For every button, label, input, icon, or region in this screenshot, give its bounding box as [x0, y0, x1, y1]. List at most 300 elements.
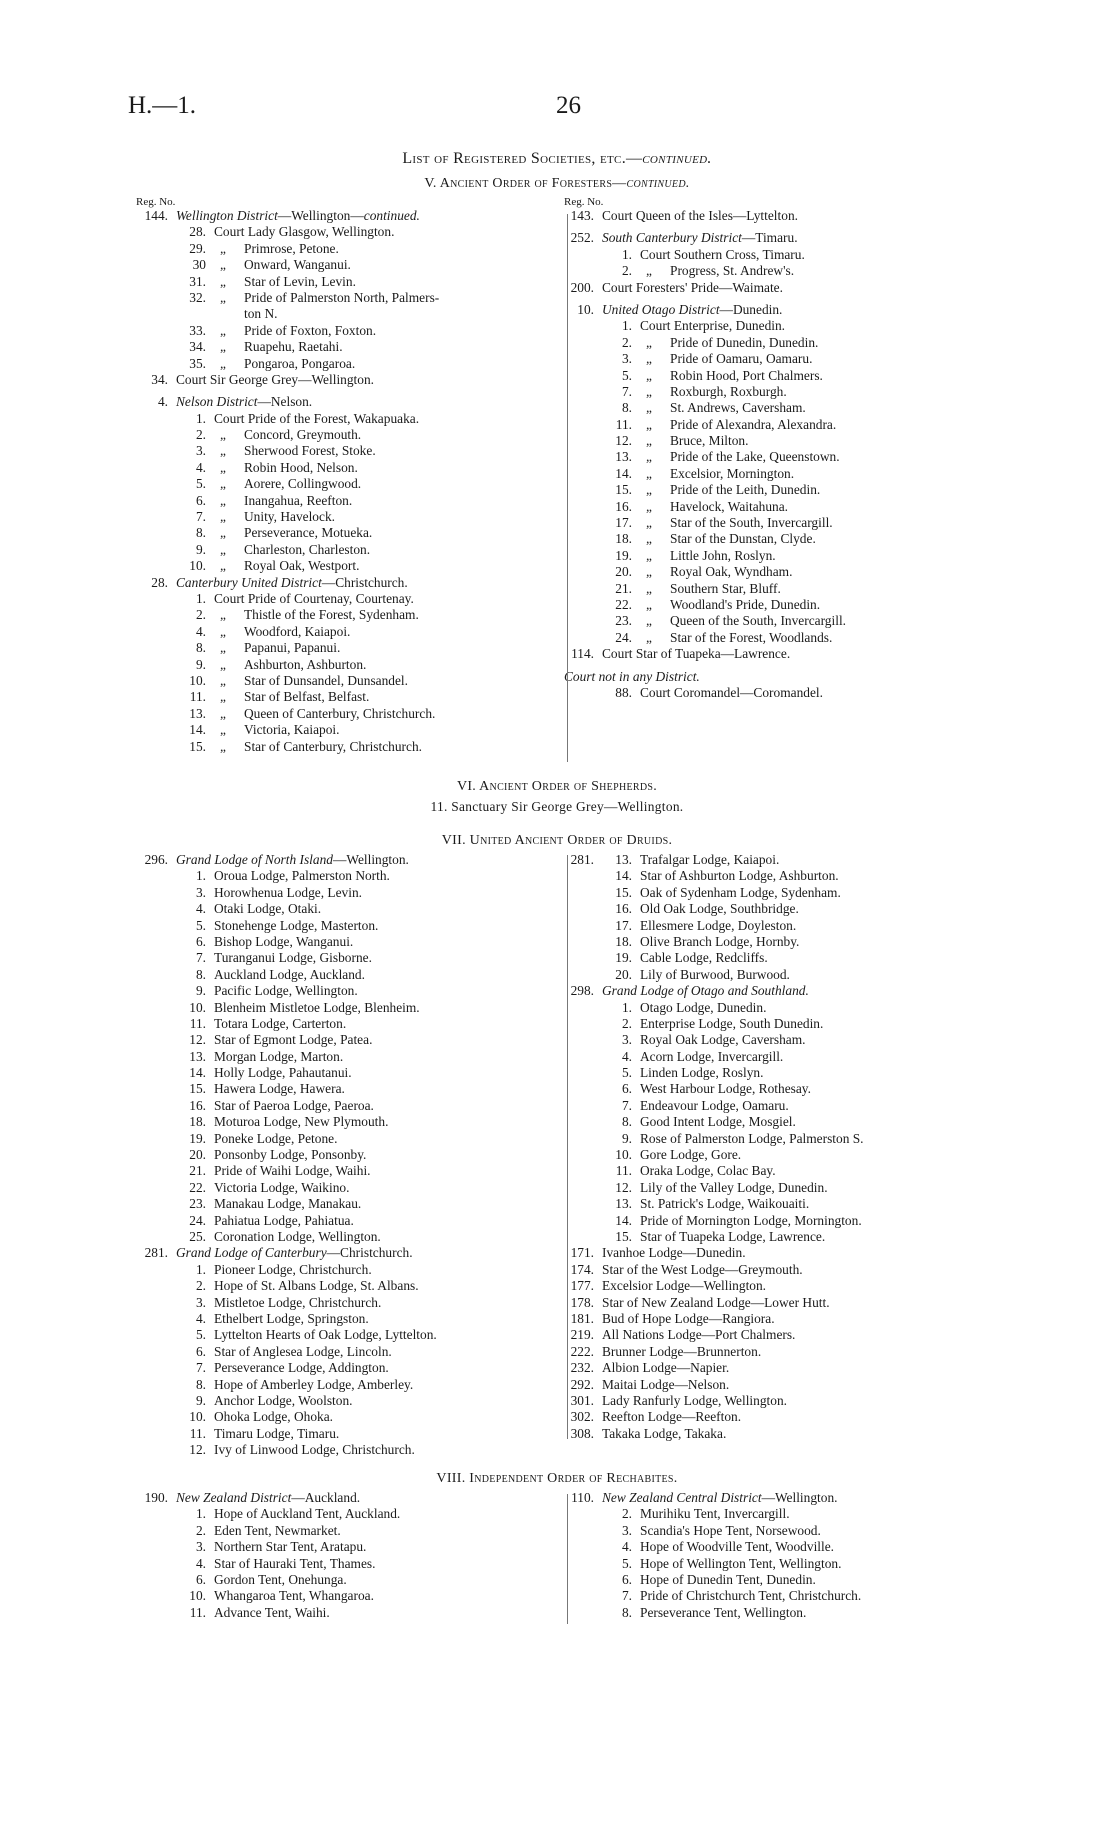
list-item	[564, 1262, 1004, 1278]
item-number: 10.	[189, 1409, 206, 1425]
entry-name: Trafalgar Lodge, Kaiapoi.	[640, 852, 780, 867]
entry-name: Roxburgh, Roxburgh.	[670, 383, 787, 399]
item-number: 7.	[621, 1097, 632, 1113]
list-item	[136, 918, 566, 934]
item-number: 8.	[195, 1376, 206, 1392]
druids-right-column	[564, 852, 1004, 1442]
list-item	[564, 1131, 1004, 1147]
item-number: 19.	[615, 950, 632, 966]
list-item	[136, 1213, 566, 1229]
entry-name: Endeavour Lodge, Oamaru.	[640, 1097, 789, 1113]
list-item	[564, 1490, 1004, 1506]
ditto-mark: „	[220, 476, 226, 492]
item-number: 12.	[189, 1442, 206, 1458]
list-item	[136, 1327, 566, 1343]
item-number: 10.	[189, 1588, 206, 1604]
item-number: 5.	[195, 1327, 206, 1343]
list-item	[136, 1311, 566, 1327]
entry-name: Cable Lodge, Redcliffs.	[640, 950, 768, 966]
list-item	[136, 1360, 566, 1376]
item-number: 23.	[615, 613, 632, 629]
section-title-rechabites: VIII. Independent Order of Rechabites.	[436, 1471, 678, 1486]
item-number: 9.	[195, 1392, 206, 1408]
item-number: 25.	[189, 1228, 206, 1244]
list-item	[564, 1065, 1004, 1081]
entry-name: Star of Paeroa Lodge, Paeroa.	[214, 1097, 374, 1113]
item-number: 4.	[195, 901, 206, 917]
column-divider	[567, 1494, 568, 1624]
item-number: 18.	[615, 531, 632, 547]
entry-name: Inangahua, Reefton.	[244, 492, 353, 508]
entry-name: Turanganui Lodge, Gisborne.	[214, 950, 372, 966]
list-item	[564, 1360, 1004, 1376]
item-number: 19.	[189, 1130, 206, 1146]
entry-name: Pride of the Lake, Queenstown.	[670, 449, 840, 465]
list-item	[564, 685, 1004, 701]
list-item	[136, 411, 566, 427]
ditto-mark: „	[220, 607, 226, 623]
ditto-mark: „	[646, 367, 652, 383]
item-number: 88.	[615, 684, 632, 700]
list-item	[564, 499, 1004, 515]
entry-name: Perseverance Tent, Wellington.	[640, 1604, 807, 1620]
list-item	[136, 274, 566, 290]
item-number: 14.	[189, 722, 206, 738]
list-item	[136, 323, 566, 339]
ditto-mark: „	[220, 705, 226, 721]
item-number: 11.	[189, 1425, 206, 1441]
entry-name: Star of the Dunstan, Clyde.	[670, 531, 816, 547]
list-item	[564, 417, 1004, 433]
district-location: —Auckland.	[291, 1490, 361, 1505]
entry-name: Queen of the South, Invercargill.	[670, 613, 847, 629]
ditto-mark: „	[646, 449, 652, 465]
entry-name: Excelsior Lodge—Wellington.	[602, 1278, 767, 1294]
list-item	[136, 1506, 566, 1522]
list-item	[136, 241, 566, 257]
entry-name: Manakau Lodge, Manakau.	[214, 1196, 362, 1212]
reg-number: 10.	[577, 301, 594, 317]
reg-number: 171.	[570, 1245, 594, 1261]
reg-number: 281.	[570, 852, 594, 867]
ditto-mark: „	[646, 433, 652, 449]
shepherds-entry: 11. Sanctuary Sir George Grey—Wellington.	[430, 799, 684, 814]
entry-name: Court Pride of Courtenay, Courtenay.	[214, 590, 414, 606]
list-item	[564, 1506, 1004, 1522]
reg-number: 252.	[570, 230, 594, 246]
ditto-mark: „	[646, 465, 652, 481]
item-number: 16.	[615, 901, 632, 917]
item-number: 5.	[621, 1065, 632, 1081]
item-number: 2.	[195, 1522, 206, 1538]
list-item	[136, 1114, 566, 1130]
ditto-mark: „	[646, 482, 652, 498]
item-number: 8.	[195, 966, 206, 982]
list-item	[564, 1556, 1004, 1572]
ditto-mark: „	[220, 443, 226, 459]
district-title: Court not in any District.	[564, 668, 700, 684]
item-number: 4.	[195, 1555, 206, 1571]
ditto-mark: „	[646, 383, 652, 399]
list-item	[564, 449, 1004, 465]
item-number: 10.	[189, 558, 206, 574]
reg-number: 292.	[570, 1376, 594, 1392]
item-number: 31.	[189, 273, 206, 289]
item-number: 1.	[195, 868, 206, 884]
item-number: 3.	[195, 443, 206, 459]
item-number: 4.	[621, 1539, 632, 1555]
item-number: 20.	[615, 966, 632, 982]
entry-name: Queen of Canterbury, Christchurch.	[244, 705, 436, 721]
ditto-mark: „	[220, 273, 226, 289]
list-item	[136, 983, 566, 999]
list-item	[136, 689, 566, 705]
item-number: 11.	[189, 1604, 206, 1620]
entry-name: Victoria, Kaiapoi.	[244, 722, 340, 738]
entry-name: Pride of Foxton, Foxton.	[244, 322, 377, 338]
list-item	[136, 1131, 566, 1147]
item-number: 2.	[195, 607, 206, 623]
list-item	[136, 1344, 566, 1360]
entry-name: Court Star of Tuapeka—Lawrence.	[602, 646, 791, 662]
item-number: 1.	[621, 999, 632, 1015]
entry-name: Court Queen of the Isles—Lyttelton.	[602, 208, 798, 223]
item-number: 3.	[195, 1539, 206, 1555]
entry-name: Havelock, Waitahuna.	[670, 498, 789, 514]
list-item	[564, 581, 1004, 597]
district-location: —Dunedin.	[719, 301, 783, 317]
list-item	[564, 433, 1004, 449]
entry-name: Hope of St. Albans Lodge, St. Albans.	[214, 1278, 419, 1294]
list-item	[136, 1163, 566, 1179]
item-number: 6.	[195, 492, 206, 508]
district-name	[176, 575, 408, 591]
ditto-mark: „	[646, 580, 652, 596]
list-item	[564, 1032, 1004, 1048]
ditto-mark: „	[220, 640, 226, 656]
entry-name: Star of Tuapeka Lodge, Lawrence.	[640, 1228, 826, 1244]
entry-name: Pahiatua Lodge, Pahiatua.	[214, 1212, 354, 1228]
item-number: 2.	[621, 1506, 632, 1522]
ditto-mark: „	[646, 416, 652, 432]
list-item	[564, 613, 1004, 629]
entry-name: Robin Hood, Nelson.	[244, 459, 358, 475]
list-item	[564, 983, 1004, 999]
list-item	[564, 1523, 1004, 1539]
item-number: 7.	[621, 383, 632, 399]
entry-name: Gordon Tent, Onehunga.	[214, 1571, 347, 1587]
item-number: 3.	[621, 351, 632, 367]
entry-name: Hope of Wellington Tent, Wellington.	[640, 1555, 842, 1571]
entry-continuation: ton N.	[244, 306, 278, 322]
district-name	[602, 230, 798, 246]
list-item	[564, 934, 1004, 950]
list-item	[564, 318, 1004, 334]
list-item	[136, 1229, 566, 1245]
ditto-mark: „	[646, 515, 652, 531]
entry-name: Woodland's Pride, Dunedin.	[670, 596, 821, 612]
entry-name: St. Patrick's Lodge, Waikouaiti.	[640, 1196, 810, 1212]
entry-name: Robin Hood, Port Chalmers.	[670, 367, 823, 383]
reg-number: 222.	[570, 1343, 594, 1359]
item-number: 10.	[189, 672, 206, 688]
list-item	[136, 1180, 566, 1196]
item-number: 15.	[189, 738, 206, 754]
list-item	[136, 950, 566, 966]
entry-name: Pride of Dunedin, Dunedin.	[670, 334, 819, 350]
list-item	[136, 1490, 566, 1506]
item-number: 5.	[621, 1555, 632, 1571]
item-number: 24.	[615, 629, 632, 645]
district-location: —Wellington.	[761, 1490, 838, 1505]
list-item	[136, 657, 566, 673]
entry-name: Enterprise Lodge, South Dunedin.	[640, 1015, 824, 1031]
entry-name: Woodford, Kaiapoi.	[244, 623, 351, 639]
list-item	[564, 1016, 1004, 1032]
ditto-mark: „	[646, 596, 652, 612]
list-item	[136, 1278, 566, 1294]
list-item	[136, 967, 566, 983]
district-title: Wellington District	[176, 208, 278, 223]
item-number: 1.	[195, 1506, 206, 1522]
ditto-mark: „	[220, 541, 226, 557]
entry-name: Perseverance Lodge, Addington.	[214, 1360, 389, 1376]
ditto-mark: „	[646, 498, 652, 514]
item-number: 11.	[189, 689, 206, 705]
entry-name: Timaru Lodge, Timaru.	[214, 1425, 340, 1441]
ditto-mark: „	[646, 613, 652, 629]
reg-number: 144.	[144, 208, 168, 223]
section-title-druids: VII. United Ancient Order of Druids.	[441, 833, 673, 848]
list-item	[136, 1196, 566, 1212]
ditto-mark: „	[220, 623, 226, 639]
district-title: Grand Lodge of North Island	[176, 852, 333, 867]
item-number: 9.	[195, 983, 206, 999]
reg-number: 190.	[144, 1490, 168, 1505]
entry-name: Scandia's Hope Tent, Norsewood.	[640, 1522, 821, 1538]
list-item	[136, 1049, 566, 1065]
list-item	[136, 443, 566, 459]
entry-name: Primrose, Petone.	[244, 240, 339, 256]
district-title: United Otago District	[602, 301, 720, 317]
entry-name: Star of Egmont Lodge, Patea.	[214, 1032, 373, 1048]
item-number: 18.	[189, 1114, 206, 1130]
rechabites-left-column	[136, 1490, 566, 1621]
entry-name: Ponsonby Lodge, Ponsonby.	[214, 1147, 367, 1163]
page-title: List of Registered Societies, etc.—continued.	[402, 150, 712, 167]
district-location: —Nelson.	[257, 394, 313, 410]
list-item	[136, 1605, 566, 1621]
reg-number: 302.	[570, 1409, 594, 1425]
list-item	[564, 1605, 1004, 1621]
entry-name: Star of the Forest, Woodlands.	[670, 629, 833, 645]
reg-number: 178.	[570, 1294, 594, 1310]
item-number: 14.	[615, 868, 632, 884]
entry-name: Ethelbert Lodge, Springston.	[214, 1310, 369, 1326]
district-title: South Canterbury District	[602, 230, 742, 246]
reg-no-heading: Reg. No.	[136, 196, 176, 208]
entry-name: Pacific Lodge, Wellington.	[214, 983, 358, 999]
ditto-mark: „	[220, 509, 226, 525]
entry-name: Sherwood Forest, Stoke.	[244, 443, 376, 459]
item-number: 1.	[621, 246, 632, 262]
ditto-mark: „	[220, 427, 226, 443]
list-item	[564, 852, 1004, 868]
entry-name: Court Pride of the Forest, Wakapuaka.	[214, 410, 420, 426]
item-number: 9.	[195, 541, 206, 557]
entry-name: Albion Lodge—Napier.	[602, 1360, 730, 1376]
item-number: 6.	[195, 1571, 206, 1587]
list-item	[136, 339, 566, 355]
list-item	[564, 967, 1004, 983]
entry-name: Onward, Wanganui.	[244, 257, 351, 273]
entry-name: Court Enterprise, Dunedin.	[640, 318, 786, 334]
entry-name: Bruce, Milton.	[670, 433, 749, 449]
item-number: 28.	[189, 224, 206, 240]
entry-name: Lyttelton Hearts of Oak Lodge, Lyttelton.	[214, 1327, 437, 1343]
ditto-mark: „	[220, 656, 226, 672]
district-location: —Christchurch.	[321, 574, 408, 590]
list-item	[136, 901, 566, 917]
entry-name: Thistle of the Forest, Sydenham.	[244, 607, 419, 623]
item-number: 21.	[189, 1163, 206, 1179]
list-item	[136, 1245, 566, 1261]
entry-name: Star of Levin, Levin.	[244, 273, 356, 289]
entry-name: Acorn Lodge, Invercargill.	[640, 1048, 784, 1064]
entry-name: Pride of Oamaru, Oamaru.	[670, 351, 813, 367]
item-number: 12.	[189, 1032, 206, 1048]
item-number: 11.	[615, 1163, 632, 1179]
list-item	[136, 624, 566, 640]
item-number: 35.	[189, 355, 206, 371]
entry-name: Anchor Lodge, Woolston.	[214, 1392, 353, 1408]
ditto-mark: „	[220, 355, 226, 371]
list-item	[136, 509, 566, 525]
entry-name: Advance Tent, Waihi.	[214, 1604, 330, 1620]
list-item	[564, 630, 1004, 646]
item-number: 16.	[615, 498, 632, 514]
entry-name: Papanui, Papanui.	[244, 640, 341, 656]
entry-name: Lily of the Valley Lodge, Dunedin.	[640, 1179, 828, 1195]
entry-name: Lily of Burwood, Burwood.	[640, 966, 790, 982]
list-item	[136, 372, 566, 388]
entry-name: Hope of Auckland Tent, Auckland.	[214, 1506, 401, 1522]
entry-name: Blenheim Mistletoe Lodge, Blenheim.	[214, 999, 420, 1015]
reg-number: 114.	[571, 646, 594, 662]
item-number: 15.	[615, 1228, 632, 1244]
entry-name: Star of Canterbury, Christchurch.	[244, 738, 423, 754]
list-item	[564, 1588, 1004, 1604]
list-item	[136, 1065, 566, 1081]
item-number: 32.	[189, 289, 206, 305]
district-title: Grand Lodge of Otago and Southland.	[602, 983, 809, 999]
district-name	[602, 983, 809, 999]
document-reference: H.—1.	[128, 92, 197, 119]
list-item	[564, 1000, 1004, 1016]
entry-name: Otago Lodge, Dunedin.	[640, 999, 767, 1015]
list-item	[564, 351, 1004, 367]
item-number: 13.	[615, 1196, 632, 1212]
item-number: 1.	[195, 590, 206, 606]
entry-name: Northern Star Tent, Aratapu.	[214, 1539, 367, 1555]
item-number: 12.	[615, 1179, 632, 1195]
item-number: 5.	[195, 476, 206, 492]
entry-name: Star of Hauraki Tent, Thames.	[214, 1555, 376, 1571]
entry-name: Oroua Lodge, Palmerston North.	[214, 868, 390, 884]
list-item	[136, 460, 566, 476]
entry-name: Ashburton, Ashburton.	[244, 656, 367, 672]
item-number: 11.	[189, 1015, 206, 1031]
item-number: 8.	[621, 1114, 632, 1130]
reg-number: 219.	[570, 1327, 594, 1343]
entry-name: Ellesmere Lodge, Doyleston.	[640, 917, 797, 933]
item-number: 24.	[189, 1212, 206, 1228]
list-item	[136, 1377, 566, 1393]
entry-name: Bud of Hope Lodge—Rangiora.	[602, 1310, 775, 1326]
ditto-mark: „	[220, 322, 226, 338]
list-item	[564, 1147, 1004, 1163]
entry-name: Coronation Lodge, Wellington.	[214, 1228, 381, 1244]
district-location: —Wellington—	[277, 208, 364, 223]
reg-number: 177.	[570, 1278, 594, 1294]
list-item	[564, 280, 1004, 296]
district-name	[176, 394, 312, 410]
item-number: 3.	[621, 1522, 632, 1538]
item-number: 2.	[621, 334, 632, 350]
entry-name: Concord, Greymouth.	[244, 427, 362, 443]
reg-number: 34.	[151, 371, 168, 387]
list-item	[564, 1295, 1004, 1311]
list-item	[136, 1556, 566, 1572]
entry-name: Pongaroa, Pongaroa.	[244, 355, 356, 371]
section-title-shepherds: VI. Ancient Order of Shepherds.	[456, 779, 658, 794]
ditto-mark: „	[220, 738, 226, 754]
item-number: 1.	[195, 1261, 206, 1277]
ditto-mark: „	[220, 257, 226, 273]
list-item	[136, 1426, 566, 1442]
entry-name: Ruapehu, Raetahi.	[244, 339, 343, 355]
item-number: 22.	[189, 1179, 206, 1195]
list-item	[564, 1163, 1004, 1179]
entry-name: Lady Ranfurly Lodge, Wellington.	[602, 1392, 787, 1408]
list-item	[564, 335, 1004, 351]
list-item	[136, 1098, 566, 1114]
entry-name: Pride of Christchurch Tent, Christchurch.	[640, 1588, 862, 1604]
item-number: 12.	[615, 433, 632, 449]
list-item	[136, 706, 566, 722]
entry-name: Court Foresters' Pride—Waimate.	[602, 279, 783, 295]
reg-number: 4.	[157, 394, 168, 410]
entry-name: Hawera Lodge, Hawera.	[214, 1081, 345, 1097]
list-item	[136, 208, 566, 224]
list-item	[136, 476, 566, 492]
item-number: 15.	[615, 482, 632, 498]
entry-name: Star of New Zealand Lodge—Lower Hutt.	[602, 1294, 830, 1310]
item-number: 13.	[189, 705, 206, 721]
entry-name: Otaki Lodge, Otaki.	[214, 901, 322, 917]
list-item	[564, 515, 1004, 531]
list-item	[564, 597, 1004, 613]
rechabites-right-column	[564, 1490, 1004, 1621]
list-item	[564, 208, 1004, 224]
item-number: 33.	[189, 322, 206, 338]
item-number: 13.	[615, 449, 632, 465]
item-number: 3.	[621, 1032, 632, 1048]
ditto-mark: „	[646, 629, 652, 645]
item-number: 15.	[189, 1081, 206, 1097]
entry-name: Stonehenge Lodge, Masterton.	[214, 917, 379, 933]
district-title: New Zealand Central District	[602, 1490, 762, 1505]
